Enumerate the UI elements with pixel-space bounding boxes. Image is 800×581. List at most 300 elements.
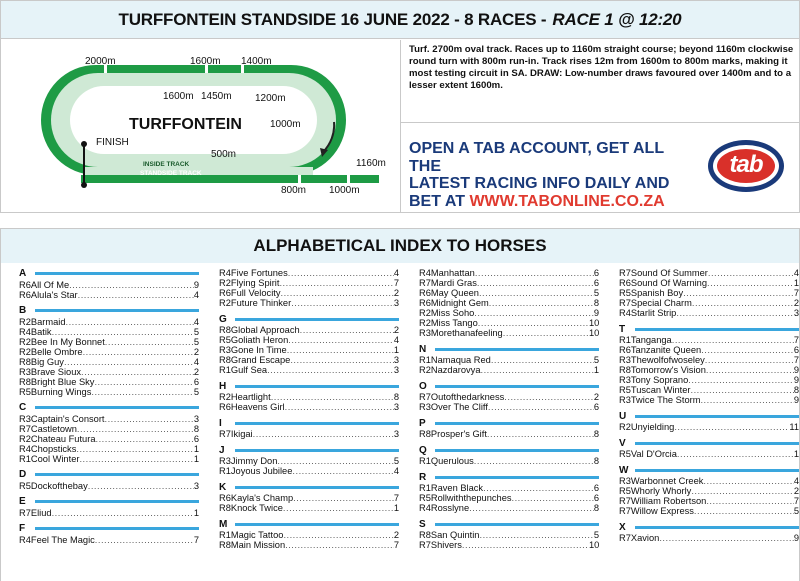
horse-number: 7	[793, 335, 799, 345]
horse-number: 1	[193, 507, 199, 518]
letter-label: J	[219, 444, 225, 456]
horse-entry	[619, 375, 799, 385]
horse-name: Bright Blue Sky	[30, 376, 95, 387]
index-column-4	[619, 268, 799, 543]
horse-name: May Queen	[430, 288, 479, 298]
race-number: R7	[219, 429, 231, 439]
horse-entry	[19, 377, 199, 387]
horse-number: 4	[793, 268, 799, 278]
race-number: R7	[419, 278, 431, 288]
leader-dots	[267, 365, 394, 375]
race-number: R4	[219, 268, 231, 278]
race-number: R8	[19, 356, 31, 367]
letter-header	[19, 305, 199, 317]
tab-logo[interactable]	[706, 138, 786, 199]
race-number: R4	[419, 503, 431, 513]
race-number: R3	[619, 395, 631, 405]
marker-1000-bot: 1000m	[329, 185, 360, 196]
letter-header	[419, 381, 599, 393]
race-number: R3	[619, 355, 631, 365]
horse-number: 6	[193, 376, 199, 387]
horse-number: 3	[393, 298, 399, 308]
finish-label: FINISH	[96, 137, 129, 148]
race-number: R1	[419, 483, 431, 493]
horse-name: Chopsticks	[30, 443, 77, 454]
horse-number: 8	[593, 503, 599, 513]
horse-number: 1	[393, 345, 399, 355]
leader-dots	[96, 434, 194, 444]
horse-name: Warbonnet Creek	[630, 476, 704, 486]
leader-dots	[94, 377, 193, 387]
horse-name: Whorly Whorly	[630, 486, 692, 496]
letter-header	[219, 445, 399, 457]
letter-label: F	[19, 523, 26, 535]
horse-name: Querulous	[430, 456, 474, 466]
horse-name: Midnight Gem	[430, 298, 489, 308]
horse-number: 10	[589, 328, 600, 338]
leader-dots	[672, 335, 794, 345]
horse-number: 6	[793, 345, 799, 355]
leader-dots	[504, 392, 594, 402]
horse-entry	[19, 387, 199, 397]
horse-name: Mardi Gras	[430, 278, 477, 288]
letter-label: C	[19, 402, 27, 414]
leader-dots	[293, 493, 394, 503]
horse-number: 6	[593, 278, 599, 288]
letter-header	[19, 402, 199, 414]
horse-name: Global Approach	[230, 325, 300, 335]
leader-dots	[77, 424, 194, 434]
horse-name: Nazdarovya	[430, 365, 481, 375]
horse-name: Eliud	[30, 507, 52, 518]
marker-1600-top: 1600m	[190, 56, 221, 67]
horse-name: Feel The Magic	[30, 534, 95, 545]
horse-entry	[219, 493, 399, 503]
horse-entry	[219, 355, 399, 365]
race-number: R5	[619, 449, 631, 459]
letter-divider	[635, 415, 799, 418]
horse-number: 2	[193, 366, 199, 377]
leader-dots	[81, 367, 194, 377]
inside-track-label: INSIDE TRACK	[143, 161, 190, 168]
horse-number: 2	[793, 298, 799, 308]
horse-number: 11	[789, 422, 799, 432]
horse-name: Twice The Storm	[630, 395, 701, 405]
race-number: R7	[619, 506, 631, 516]
letter-divider	[435, 348, 599, 351]
leader-dots	[287, 345, 394, 355]
race-number: R2	[619, 422, 631, 432]
horse-entry	[419, 456, 599, 466]
letter-header	[419, 519, 599, 531]
horse-entry	[19, 535, 199, 545]
horse-name: Tony Soprano	[630, 375, 689, 385]
horse-number: 3	[393, 365, 399, 375]
race-number: R3	[19, 366, 31, 377]
horse-entry	[19, 424, 199, 434]
leader-dots	[292, 466, 393, 476]
leader-dots	[105, 414, 194, 424]
horse-entry	[219, 530, 399, 540]
horse-name: Outofthedarkness	[430, 392, 505, 402]
race-number: R5	[619, 385, 631, 395]
horse-name: Knock Twice	[230, 503, 283, 513]
horse-number: 4	[793, 476, 799, 486]
letter-header	[619, 522, 799, 534]
letter-label: A	[19, 268, 27, 280]
horse-name: Miss Tango	[430, 318, 478, 328]
horse-number: 8	[593, 456, 599, 466]
horse-number: 8	[593, 429, 599, 439]
horse-name: Grand Escape	[230, 355, 291, 365]
horse-name: Thewolfofwoseley	[630, 355, 705, 365]
leader-dots	[477, 278, 594, 288]
race-number: R6	[219, 288, 231, 298]
horse-entry	[419, 503, 599, 513]
horse-name: Rosslyne	[430, 503, 470, 513]
horse-number: 2	[393, 530, 399, 540]
letter-header	[419, 445, 599, 457]
horse-name: Barmaid	[30, 316, 66, 327]
horse-entry	[619, 278, 799, 288]
horse-entry	[19, 414, 199, 424]
race-number: R5	[19, 480, 31, 491]
horse-name: Tanganga	[630, 335, 672, 345]
letter-header	[419, 472, 599, 484]
leader-dots	[694, 506, 794, 516]
index-title: ALPHABETICAL INDEX TO HORSES	[1, 229, 799, 263]
horse-entry	[419, 268, 599, 278]
race-number: R4	[419, 268, 431, 278]
race-number: R6	[19, 279, 31, 290]
race-number: R4	[19, 443, 31, 454]
horse-number: 9	[593, 308, 599, 318]
horse-number: 9	[793, 365, 799, 375]
race-number: R5	[619, 288, 631, 298]
horse-number: 6	[593, 268, 599, 278]
leader-dots	[91, 387, 193, 397]
horse-entry	[619, 268, 799, 278]
horse-number: 1	[793, 449, 799, 459]
letter-divider	[235, 318, 399, 321]
horse-number: 6	[593, 483, 599, 493]
horse-entry	[19, 454, 199, 464]
leader-dots	[707, 278, 794, 288]
race-number: R4	[19, 326, 31, 337]
horse-name: Chateau Futura	[30, 433, 96, 444]
leader-dots	[489, 298, 594, 308]
horse-number: 4	[193, 356, 199, 367]
horse-name: Alula's Star	[30, 289, 78, 300]
race-number: R2	[19, 336, 31, 347]
horse-name: Shivers	[430, 540, 462, 550]
horse-name: Miss Soho	[430, 308, 475, 318]
letter-label: I	[219, 417, 222, 429]
leader-dots	[88, 481, 194, 491]
horse-number: 1	[393, 503, 399, 513]
horse-name: Tanzanite Queen	[630, 345, 702, 355]
horse-entry	[19, 481, 199, 491]
letter-divider	[235, 523, 399, 526]
letter-header	[619, 465, 799, 477]
horse-entry	[619, 476, 799, 486]
horse-number: 5	[393, 456, 399, 466]
horse-name: Main Mission	[230, 540, 286, 550]
horse-number: 4	[393, 466, 399, 476]
promo-line-3	[409, 193, 699, 211]
horse-number: 1	[193, 443, 199, 454]
horse-entry	[419, 318, 599, 328]
race-number: R2	[419, 308, 431, 318]
race-number: R1	[19, 453, 31, 464]
horse-entry	[619, 365, 799, 375]
tab-logo-text: tab	[729, 151, 763, 178]
horse-entry	[419, 392, 599, 402]
leader-dots	[701, 345, 794, 355]
leader-dots	[79, 454, 193, 464]
race-number: R3	[219, 456, 231, 466]
leader-dots	[708, 268, 794, 278]
horse-entry	[19, 317, 199, 327]
index-column-2	[219, 268, 399, 550]
horse-name: Batik	[30, 326, 52, 337]
letter-header	[619, 324, 799, 336]
letter-label: T	[619, 323, 626, 335]
race-number: R5	[219, 335, 231, 345]
horse-entry	[19, 434, 199, 444]
marker-1600-in: 1600m	[163, 91, 194, 102]
leader-dots	[503, 328, 589, 338]
letter-divider	[35, 272, 199, 275]
horse-name: Raven Black	[430, 483, 484, 493]
race-number: R3	[19, 413, 31, 424]
horse-name: Brave Sioux	[30, 366, 82, 377]
leader-dots	[300, 325, 394, 335]
horse-entry	[219, 325, 399, 335]
race-number: R7	[619, 533, 631, 543]
horse-number: 8	[793, 385, 799, 395]
letter-divider	[635, 469, 799, 472]
horse-number: 4	[393, 268, 399, 278]
horse-name: Morethanafeeling	[430, 328, 503, 338]
letter-label: M	[219, 518, 228, 530]
horse-name: All Of Me	[30, 279, 70, 290]
horse-number: 2	[593, 392, 599, 402]
race-number: R8	[219, 355, 231, 365]
leader-dots	[674, 422, 789, 432]
marker-1400-top: 1400m	[241, 56, 272, 67]
horse-name: Val D'Orcia	[630, 449, 677, 459]
horse-entry	[19, 347, 199, 357]
horse-number: 7	[393, 278, 399, 288]
horse-number: 9	[793, 533, 799, 543]
horse-name: Joyous Jubilee	[230, 466, 293, 476]
promo-line-2: LATEST RACING INFO DAILY AND	[409, 175, 670, 192]
horse-entry	[219, 268, 399, 278]
horse-name: Xavion	[630, 533, 660, 543]
horse-entry	[219, 466, 399, 476]
horse-entry	[619, 355, 799, 365]
horse-entry	[619, 533, 799, 543]
horse-number: 2	[193, 346, 199, 357]
marker-2000: 2000m	[85, 56, 116, 67]
leader-dots	[277, 456, 393, 466]
letter-header	[19, 469, 199, 481]
letter-label: Q	[419, 444, 427, 456]
horse-entry	[619, 496, 799, 506]
leader-dots	[487, 429, 594, 439]
letter-header	[219, 482, 399, 494]
race-number: R2	[219, 278, 231, 288]
leader-dots	[64, 357, 194, 367]
leader-dots	[705, 355, 794, 365]
horse-entry	[19, 367, 199, 377]
horse-number: 9	[793, 375, 799, 385]
letter-divider	[635, 442, 799, 445]
horse-entry	[19, 444, 199, 454]
horse-number: 9	[793, 395, 799, 405]
race-number: R8	[219, 503, 231, 513]
horse-number: 10	[589, 318, 600, 328]
leader-dots	[475, 268, 594, 278]
leader-dots	[78, 290, 194, 300]
leader-dots	[474, 456, 594, 466]
horse-entry	[219, 288, 399, 298]
leader-dots	[462, 540, 589, 550]
horse-entry	[619, 335, 799, 345]
letter-label: S	[419, 518, 426, 530]
horse-entry	[219, 365, 399, 375]
letter-divider	[235, 385, 399, 388]
race-number: R5	[419, 493, 431, 503]
race-number: R1	[619, 335, 631, 345]
horse-name: Special Charm	[630, 298, 692, 308]
horse-name: Gulf Sea	[230, 365, 268, 375]
race-number: R2	[19, 316, 31, 327]
index-column-1	[19, 268, 199, 545]
leader-dots	[703, 476, 793, 486]
horse-number: 5	[593, 288, 599, 298]
horse-number: 3	[393, 429, 399, 439]
letter-divider	[435, 385, 599, 388]
letter-divider	[435, 476, 599, 479]
letter-header	[619, 438, 799, 450]
letter-header	[19, 523, 199, 535]
race-number: R1	[419, 355, 431, 365]
leader-dots	[706, 496, 794, 506]
race-number: R7	[619, 298, 631, 308]
horse-number: 3	[393, 355, 399, 365]
horse-number: 4	[193, 289, 199, 300]
marker-1160: 1160m	[356, 158, 386, 169]
race-number: R4	[19, 534, 31, 545]
letter-header	[19, 268, 199, 280]
horse-name: Big Guy	[30, 356, 64, 367]
leader-dots	[279, 278, 393, 288]
horse-name: Tomorrow's Vision	[630, 365, 706, 375]
horse-number: 9	[193, 279, 199, 290]
horse-name: Gone In Time	[230, 345, 287, 355]
horse-entry	[19, 327, 199, 337]
promo-line-1: OPEN A TAB ACCOUNT, GET ALL THE	[409, 140, 664, 175]
letter-divider	[35, 309, 199, 312]
race-number: R8	[419, 429, 431, 439]
leader-dots	[483, 483, 594, 493]
letter-divider	[35, 473, 199, 476]
leader-dots	[283, 530, 393, 540]
leader-dots	[281, 288, 394, 298]
horse-entry	[19, 280, 199, 290]
race-number: R6	[219, 402, 231, 412]
horse-name: Jimmy Don	[230, 456, 278, 466]
letter-label: N	[419, 343, 427, 355]
letter-divider	[635, 328, 799, 331]
horse-number: 3	[193, 480, 199, 491]
promo-prefix: BET AT	[409, 192, 465, 210]
horse-name: William Robertson	[630, 496, 707, 506]
horse-number: 7	[393, 540, 399, 550]
race-time: RACE 1 @ 12:20	[552, 9, 682, 29]
horse-name: Magic Tattoo	[230, 530, 284, 540]
horse-entry	[619, 486, 799, 496]
horse-name: Ikigai	[230, 429, 253, 439]
horse-number: 3	[393, 402, 399, 412]
race-number: R7	[19, 507, 31, 518]
horse-number: 5	[793, 506, 799, 516]
letter-header	[219, 314, 399, 326]
horse-entry	[619, 449, 799, 459]
letter-divider	[35, 500, 199, 503]
race-number: R1	[219, 466, 231, 476]
horse-entry	[619, 308, 799, 318]
race-number: R3	[619, 375, 631, 385]
letter-header	[219, 381, 399, 393]
horse-name: Belle Ombre	[30, 346, 83, 357]
horse-name: Manhattan	[430, 268, 475, 278]
race-title-bar	[1, 1, 799, 39]
race-number: R8	[219, 325, 231, 335]
horse-number: 8	[193, 423, 199, 434]
leader-dots	[83, 347, 194, 357]
horse-number: 2	[393, 325, 399, 335]
horse-name: San Quintin	[430, 530, 480, 540]
leader-dots	[290, 355, 394, 365]
horse-entry	[219, 540, 399, 550]
horse-number: 2	[793, 486, 799, 496]
horse-entry	[419, 493, 599, 503]
horse-entry	[419, 483, 599, 493]
tab-url-link[interactable]: WWW.TABONLINE.CO.ZA	[469, 192, 665, 210]
horse-entry	[619, 506, 799, 516]
horse-name: Future Thinker	[230, 298, 292, 308]
horse-number: 3	[193, 413, 199, 424]
race-number: R2	[219, 392, 231, 402]
race-number: R1	[219, 530, 231, 540]
leader-dots	[105, 337, 194, 347]
letter-divider	[35, 406, 199, 409]
horse-name: Goliath Heron	[230, 335, 289, 345]
horse-name: Heavens Girl	[230, 402, 285, 412]
horse-name: Starlit Strip	[630, 308, 677, 318]
leader-dots	[76, 444, 193, 454]
leader-dots	[478, 318, 589, 328]
horse-entry	[619, 395, 799, 405]
race-number: R7	[419, 392, 431, 402]
leader-dots	[271, 392, 394, 402]
marker-500-in: 500m	[211, 149, 237, 160]
leader-dots	[285, 402, 394, 412]
horse-entry	[619, 422, 799, 432]
